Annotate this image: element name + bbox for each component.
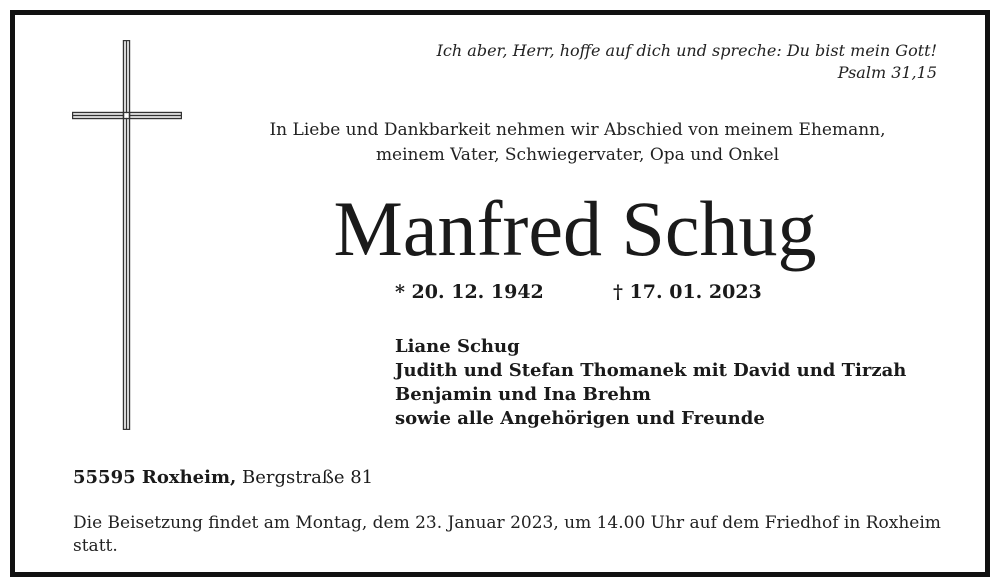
funeral-notice: Die Beisetzung findet am Montag, dem 23. Januar 2023, um 14.00 Uhr auf dem Friedhof in Roxheim statt. [73, 513, 941, 556]
death-date: † 17. 01. 2023 [613, 281, 762, 303]
birth-date: * 20. 12. 1942 [395, 281, 544, 303]
quote-text: Ich aber, Herr, hoffe auf dich und spreche: Du bist mein Gott! [436, 41, 937, 60]
intro-text [235, 118, 920, 168]
mourner-line: sowie alle Angehörigen und Freunde [395, 408, 765, 429]
address-street: Bergstraße 81 [242, 467, 374, 488]
address-city: 55595 Roxheim, [73, 467, 237, 488]
cross-icon [72, 40, 182, 430]
bible-quote [437, 40, 937, 84]
mourners-list [395, 335, 906, 431]
address [73, 467, 373, 488]
mourner-line: Benjamin und Ina Brehm [395, 384, 651, 405]
intro-line-1: In Liebe und Dankbarkeit nehmen wir Abschied von meinem Ehemann, [269, 120, 886, 140]
mourner-line: Liane Schug [395, 336, 520, 357]
obituary-card [10, 10, 990, 577]
quote-source: Psalm 31,15 [837, 63, 937, 82]
deceased-name: Manfred Schug [333, 185, 817, 272]
mourner-line: Judith und Stefan Thomanek mit David und Tirzah [395, 360, 907, 381]
intro-line-2: meinem Vater, Schwiegervater, Opa und Onkel [375, 145, 780, 165]
